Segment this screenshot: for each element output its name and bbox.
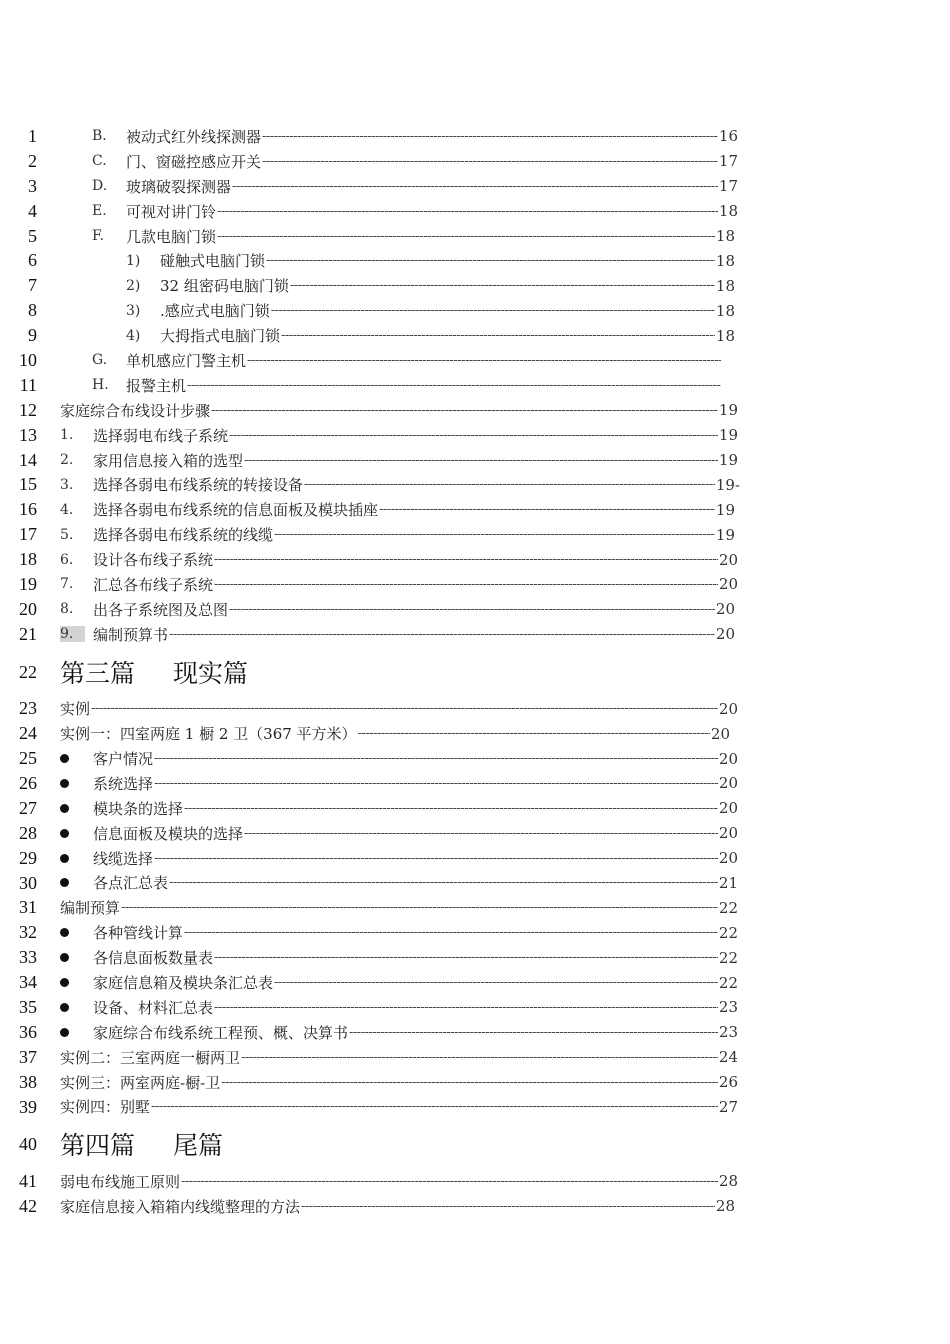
- toc-entry: [0, 348, 950, 373]
- page-number: 19: [718, 401, 738, 420]
- dot-leader: [154, 851, 718, 866]
- entry-title: 32 组密码电脑门锁: [160, 277, 289, 296]
- line-number: 9: [28, 325, 37, 346]
- entry-title: 模块条的选择: [93, 799, 184, 818]
- toc-entry: [0, 597, 950, 622]
- line-number: 22: [19, 661, 37, 682]
- dot-leader: [232, 179, 718, 194]
- entry-marker: F.: [92, 228, 104, 244]
- line-number: 26: [19, 772, 37, 793]
- dot-leader: [349, 1025, 718, 1040]
- entry-title: 实例三：两室两庭-橱-卫: [60, 1073, 221, 1092]
- bullet-icon: [60, 754, 69, 763]
- page-number: 28: [715, 1197, 735, 1216]
- page-number: 19-: [715, 475, 740, 494]
- entry-title: 实例二：三室两庭一橱两卫: [60, 1048, 241, 1067]
- bullet-icon: [60, 829, 69, 838]
- dot-leader: [229, 428, 718, 443]
- entry-title: 选择各弱电布线系统的转接设备: [93, 476, 304, 495]
- toc-entry: [0, 821, 950, 846]
- line-number: 36: [19, 1021, 37, 1042]
- entry-title: 单机感应门警主机: [126, 351, 247, 370]
- line-number: 1: [28, 126, 37, 146]
- entry-title: 实例一：四室两庭 1 橱 2 卫（367 平方米）: [60, 725, 357, 744]
- line-number: 33: [19, 947, 37, 968]
- entry-marker: H.: [92, 377, 109, 394]
- part-number: 第四篇: [60, 1131, 136, 1161]
- page-number: 28: [718, 1172, 738, 1191]
- part-number: 第三篇: [60, 658, 136, 688]
- entry-marker: 1): [126, 252, 141, 269]
- toc-entry: [0, 522, 950, 547]
- page-number: 26: [718, 1073, 738, 1092]
- dot-leader: [214, 1000, 718, 1015]
- toc-entry: [0, 796, 950, 821]
- toc-entry: [0, 174, 950, 199]
- entry-marker: 7.: [60, 576, 74, 593]
- line-number: 20: [19, 598, 37, 619]
- line-number: 24: [19, 723, 37, 744]
- entry-title: 各信息面板数量表: [93, 949, 214, 968]
- toc-entry: [0, 273, 950, 298]
- toc-entry: [0, 497, 950, 522]
- toc-entry: [0, 1169, 950, 1194]
- line-number: 35: [19, 996, 37, 1017]
- line-number: 42: [19, 1195, 37, 1216]
- entry-title: 线缆选择: [93, 849, 154, 868]
- entry-title: 报警主机: [126, 376, 187, 395]
- dot-leader: [154, 751, 718, 766]
- page-number: 17: [718, 177, 738, 196]
- entry-title: 家庭综合布线系统工程预、概、决算书: [93, 1023, 349, 1042]
- dot-leader: [262, 154, 718, 169]
- toc-entry: [0, 199, 950, 224]
- bullet-icon: [60, 1003, 69, 1012]
- line-number: 34: [19, 972, 37, 993]
- line-number: 28: [19, 822, 37, 843]
- toc-entry: [0, 448, 950, 473]
- dot-leader: [214, 950, 718, 965]
- dot-leader: [244, 453, 718, 468]
- toc-entry: [0, 1095, 950, 1120]
- entry-marker: 1.: [60, 427, 74, 444]
- dot-leader: [217, 229, 715, 244]
- entry-title: 家用信息接入箱的选型: [93, 451, 244, 470]
- line-number: 6: [28, 250, 37, 271]
- toc-section-heading: [0, 647, 950, 697]
- dot-leader: [271, 303, 715, 318]
- page-number: 20: [718, 699, 738, 718]
- line-number: 21: [19, 623, 37, 644]
- entry-title: 可视对讲门铃: [126, 202, 217, 221]
- page-number: 23: [718, 1023, 738, 1042]
- dot-leader: [184, 801, 718, 816]
- page-number: 20: [718, 824, 738, 843]
- line-number: 30: [19, 872, 37, 893]
- line-number: 11: [19, 374, 37, 395]
- dot-leader: [184, 925, 718, 940]
- entry-marker: 8.: [60, 601, 74, 618]
- entry-marker: 9.: [60, 626, 85, 642]
- dot-leader: [91, 701, 718, 716]
- toc-entry: [0, 746, 950, 771]
- toc-entry: [0, 323, 950, 348]
- page-number: 20: [715, 600, 735, 619]
- line-number: 15: [19, 474, 37, 495]
- entry-title: 客户情况: [93, 750, 154, 769]
- line-number: 5: [28, 225, 37, 246]
- entry-title: 选择各弱电布线系统的线缆: [93, 526, 274, 545]
- entry-title: 信息面板及模块的选择: [93, 824, 244, 843]
- entry-title: 实例四：别墅: [60, 1098, 151, 1117]
- entry-title: 弱电布线施工原则: [60, 1172, 181, 1191]
- table-of-contents: [0, 124, 950, 1219]
- page-number: 19: [718, 451, 738, 470]
- page-number: 21: [718, 873, 738, 892]
- part-title: 现实篇: [173, 658, 249, 688]
- line-number: 3: [28, 175, 37, 196]
- toc-entry: [0, 622, 950, 647]
- toc-entry: [0, 696, 950, 721]
- dot-leader: [304, 477, 715, 492]
- part-heading: [60, 1126, 223, 1162]
- toc-entry: [0, 771, 950, 796]
- toc-entry: [0, 224, 950, 249]
- toc-entry: [0, 945, 950, 970]
- toc-entry: [0, 472, 950, 497]
- toc-entry: [0, 1070, 950, 1095]
- entry-marker: D.: [92, 178, 108, 195]
- entry-title: .感应式电脑门锁: [160, 302, 270, 321]
- line-number: 40: [19, 1134, 37, 1155]
- dot-leader: [229, 602, 715, 617]
- dot-leader: [221, 1075, 718, 1090]
- dot-leader: [281, 328, 715, 343]
- dot-leader: [181, 1174, 718, 1189]
- dot-leader: [217, 204, 718, 219]
- entry-marker: 6.: [60, 551, 74, 568]
- toc-entry: [0, 298, 950, 323]
- page-number: 22: [718, 898, 738, 917]
- page-number: 22: [718, 923, 738, 942]
- page-number: 18: [715, 251, 735, 270]
- entry-marker: 2): [126, 277, 141, 294]
- line-number: 31: [19, 897, 37, 918]
- dot-leader: [244, 826, 718, 841]
- line-number: 38: [19, 1071, 37, 1092]
- dot-leader: [151, 1099, 718, 1114]
- dot-leader: [266, 253, 715, 268]
- bullet-icon: [60, 1028, 69, 1037]
- toc-entry: [0, 423, 950, 448]
- entry-title: 家庭信息接入箱箱内线缆整理的方法: [60, 1197, 301, 1216]
- line-number: 19: [19, 574, 37, 595]
- entry-title: 编制预算书: [93, 625, 169, 644]
- line-number: 17: [19, 524, 37, 545]
- line-number: 10: [19, 350, 37, 371]
- page-number: 20: [715, 625, 735, 644]
- toc-entry: [0, 871, 950, 896]
- dot-leader: [247, 353, 721, 368]
- toc-entry: [0, 373, 950, 398]
- toc-entry: [0, 895, 950, 920]
- page-number: 18: [718, 202, 738, 221]
- toc-entry: [0, 124, 950, 149]
- dot-leader: [169, 875, 718, 890]
- dot-leader: [241, 1050, 718, 1065]
- page-number: 20: [718, 749, 738, 768]
- line-number: 13: [19, 424, 37, 445]
- toc-entry: [0, 721, 950, 746]
- page-number: 20: [718, 575, 738, 594]
- page-number: 18: [715, 326, 735, 345]
- toc-entry: [0, 995, 950, 1020]
- page-number: 22: [718, 973, 738, 992]
- entry-title: 设计各布线子系统: [93, 551, 214, 570]
- entry-title: 家庭信息箱及模块条汇总表: [93, 974, 274, 993]
- toc-entry: [0, 1020, 950, 1045]
- dot-leader: [169, 627, 715, 642]
- bullet-icon: [60, 953, 69, 962]
- line-number: 18: [19, 549, 37, 570]
- dot-leader: [274, 975, 718, 990]
- page-number: 20: [718, 774, 738, 793]
- page-number: 27: [718, 1097, 738, 1116]
- line-number: 27: [19, 797, 37, 818]
- bullet-icon: [60, 878, 69, 887]
- page-number: 23: [718, 998, 738, 1017]
- entry-marker: 4.: [60, 501, 74, 518]
- page-number: 19: [715, 500, 735, 519]
- dot-leader: [187, 378, 721, 393]
- entry-title: 各种管线计算: [93, 924, 184, 943]
- bullet-icon: [60, 779, 69, 788]
- page-number: 19: [715, 525, 735, 544]
- bullet-icon: [60, 978, 69, 987]
- page-number: 24: [718, 1048, 738, 1067]
- page-number: 17: [718, 152, 738, 171]
- toc-entry: [0, 846, 950, 871]
- part-heading: [60, 654, 248, 690]
- page-number: 20: [718, 849, 738, 868]
- line-number: 32: [19, 922, 37, 943]
- page-number: 18: [715, 276, 735, 295]
- page-number: 16: [718, 127, 738, 146]
- entry-title: 编制预算: [60, 899, 121, 918]
- dot-leader: [154, 776, 718, 791]
- toc-entry: [0, 398, 950, 423]
- page-number: 19: [718, 426, 738, 445]
- dot-leader: [379, 502, 715, 517]
- entry-title: 玻璃破裂探测器: [126, 177, 232, 196]
- entry-title: 被动式红外线探测器: [126, 127, 262, 146]
- entry-marker: C.: [92, 153, 107, 170]
- line-number: 37: [19, 1046, 37, 1067]
- toc-entry: [0, 248, 950, 273]
- line-number: 12: [19, 399, 37, 420]
- toc-entry: [0, 1045, 950, 1070]
- dot-leader: [301, 1199, 715, 1214]
- entry-title: 各点汇总表: [93, 874, 169, 893]
- toc-entry: [0, 572, 950, 597]
- dot-leader: [290, 278, 715, 293]
- dot-leader: [274, 527, 715, 542]
- entry-marker: 5.: [60, 526, 74, 543]
- line-number: 25: [19, 748, 37, 769]
- page-number: 18: [715, 301, 735, 320]
- page-number: 20: [718, 799, 738, 818]
- entry-marker: G.: [92, 352, 108, 369]
- dot-leader: [211, 403, 718, 418]
- dot-leader: [214, 552, 718, 567]
- line-number: 16: [19, 499, 37, 520]
- entry-title: 选择弱电布线子系统: [93, 426, 229, 445]
- dot-leader: [121, 900, 718, 915]
- entry-title: 选择各弱电布线系统的信息面板及模块插座: [93, 501, 379, 520]
- part-title: 尾篇: [173, 1131, 224, 1161]
- entry-title: 出各子系统图及总图: [93, 600, 229, 619]
- entry-title: 碰触式电脑门锁: [160, 252, 266, 271]
- entry-title: 实例: [60, 700, 91, 719]
- toc-entry: [0, 149, 950, 174]
- toc-entry: [0, 547, 950, 572]
- bullet-icon: [60, 804, 69, 813]
- entry-title: 家庭综合布线设计步骤: [60, 401, 211, 420]
- line-number: 29: [19, 847, 37, 868]
- line-number: 2: [28, 150, 37, 171]
- page-number: 20: [718, 550, 738, 569]
- entry-title: 设备、材料汇总表: [93, 998, 214, 1017]
- line-number: 39: [19, 1096, 37, 1117]
- dot-leader: [262, 129, 718, 144]
- entry-title: 几款电脑门锁: [126, 227, 217, 246]
- line-number: 7: [28, 275, 37, 296]
- bullet-icon: [60, 854, 69, 863]
- line-number: 23: [19, 698, 37, 719]
- page-number: 20: [710, 724, 730, 743]
- line-number: 14: [19, 449, 37, 470]
- toc-entry: [0, 970, 950, 995]
- dot-leader: [358, 726, 710, 741]
- line-number: 41: [19, 1171, 37, 1192]
- entry-title: 门、窗磁控感应开关: [126, 152, 262, 171]
- dot-leader: [214, 577, 718, 592]
- entry-marker: 3): [126, 302, 141, 319]
- entry-marker: B.: [92, 128, 107, 145]
- toc-entry: [0, 1194, 950, 1219]
- entry-marker: E.: [92, 203, 107, 220]
- entry-title: 系统选择: [93, 774, 154, 793]
- page-number: 18: [715, 227, 735, 245]
- page-number: 22: [718, 948, 738, 967]
- entry-title: 大拇指式电脑门锁: [160, 327, 281, 346]
- bullet-icon: [60, 928, 69, 937]
- entry-marker: 3.: [60, 476, 74, 493]
- entry-marker: 4): [126, 327, 141, 344]
- entry-marker: 2.: [60, 452, 74, 469]
- line-number: 4: [28, 200, 37, 221]
- line-number: 8: [28, 300, 37, 321]
- toc-section-heading: [0, 1119, 950, 1169]
- toc-entry: [0, 920, 950, 945]
- entry-title: 汇总各布线子系统: [93, 575, 214, 594]
